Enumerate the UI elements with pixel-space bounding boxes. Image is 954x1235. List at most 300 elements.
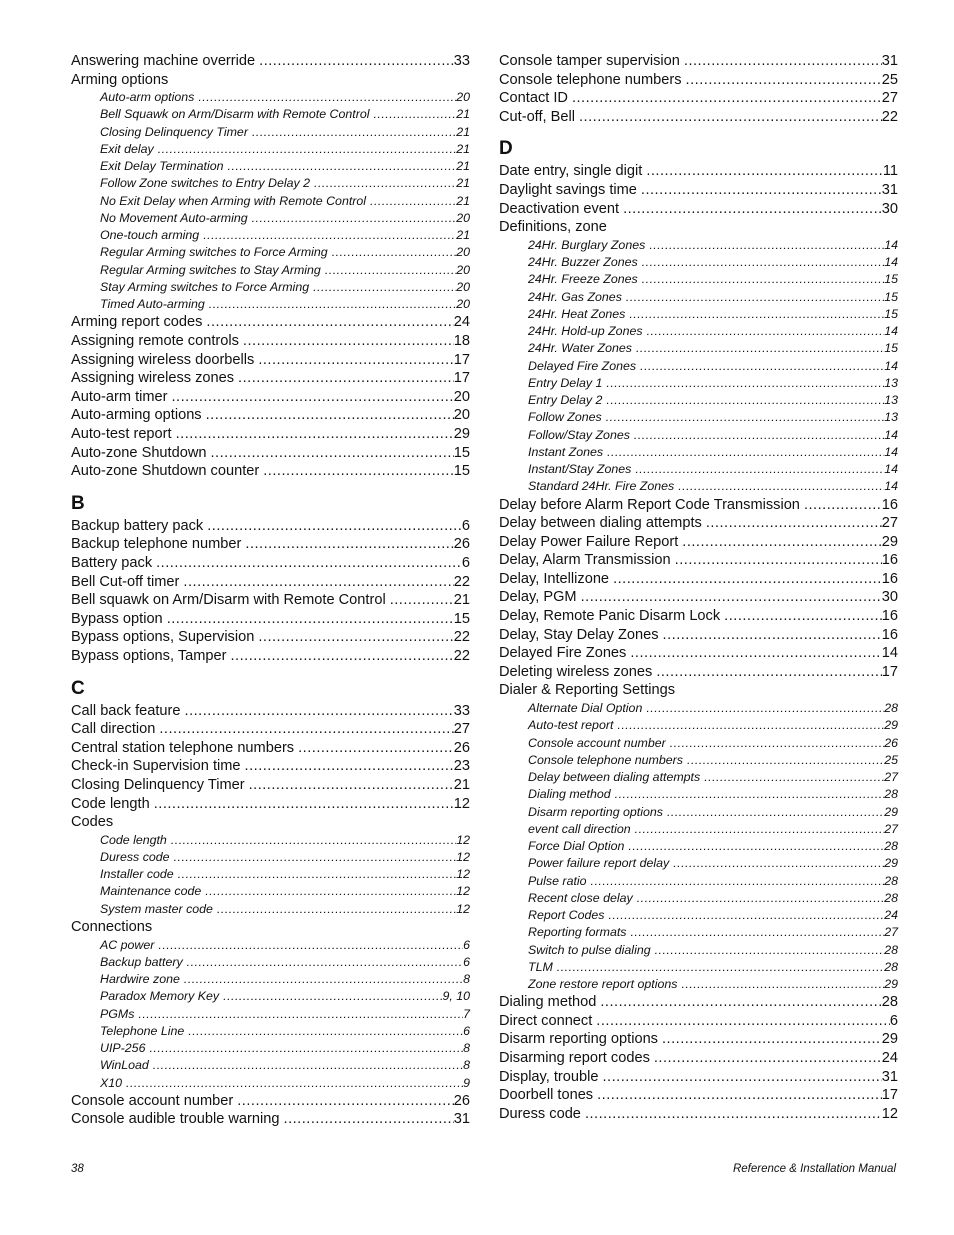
index-page-number: 20 [456, 245, 470, 260]
index-subentry [71, 175, 470, 192]
index-entry-label: Connections [71, 918, 153, 935]
index-entry-label: Check-in Supervision time [71, 758, 241, 775]
index-entry [499, 1030, 898, 1049]
dot-leader [557, 959, 884, 976]
index-entry [499, 681, 898, 700]
index-subentry [499, 873, 898, 890]
index-entry-label: Recent close delay [528, 890, 633, 905]
index-page-number: 31 [453, 1111, 470, 1128]
index-page-number: 28 [884, 787, 898, 802]
index-subentry [499, 752, 898, 769]
index-page-number: 31 [881, 53, 898, 69]
index-page-number: 15 [884, 341, 898, 356]
index-subentry [71, 832, 470, 849]
index-entry [499, 607, 898, 626]
index-page-number: 24 [881, 1050, 898, 1067]
index-page-number: 29 [884, 804, 898, 819]
index-entry-label: No Movement Auto-arming [100, 210, 248, 225]
index-entry-label: Disarming report codes [499, 1050, 650, 1067]
index-entry-label: Reporting formats [528, 925, 627, 940]
index-page-number: 14 [884, 237, 898, 252]
index-page-number: 21 [456, 193, 470, 208]
index-entry-label: Duress code [499, 1105, 581, 1122]
index-page-number: 26 [453, 536, 470, 553]
dot-leader [126, 1075, 463, 1092]
index-entry-label: Delay, Alarm Transmission [499, 552, 671, 569]
dot-leader [606, 392, 884, 409]
index-page-number: 12 [456, 901, 470, 916]
index-entry-label: Delay, Stay Delay Zones [499, 626, 659, 643]
index-entry-label: Delay, PGM [499, 589, 577, 606]
dot-leader [617, 717, 884, 734]
index-page-number: 16 [881, 626, 898, 643]
dot-leader [613, 570, 882, 589]
dot-leader [628, 838, 884, 855]
index-page-number: 21 [456, 124, 470, 139]
index-page-number: 29 [884, 856, 898, 871]
index-subentry [71, 1057, 470, 1074]
index-subentry [71, 244, 470, 261]
index-entry-label: Delay, Remote Panic Disarm Lock [499, 608, 721, 625]
dot-leader [597, 1086, 882, 1105]
dot-leader [263, 462, 454, 481]
index-entry-label: 24Hr. Freeze Zones [528, 272, 638, 287]
index-page-number: 33 [453, 702, 470, 719]
index-entry [71, 425, 470, 444]
dot-leader [804, 496, 882, 515]
index-subentry [71, 937, 470, 954]
index-entry-label: Console account number [528, 735, 666, 750]
index-entry-label: Backup telephone number [71, 536, 242, 553]
index-entry-label: Console audible trouble warning [71, 1111, 280, 1128]
dot-leader [249, 776, 454, 795]
dot-leader [600, 993, 881, 1012]
index-page-number: 28 [884, 873, 898, 888]
index-entry [71, 71, 470, 90]
index-entry-label: 24Hr. Gas Zones [528, 289, 622, 304]
index-subentry [499, 444, 898, 461]
index-page-number: 16 [881, 570, 898, 587]
index-entry-label: Assigning wireless zones [71, 370, 235, 387]
dot-leader [682, 533, 882, 552]
index-entry-label: Bell Cut-off timer [71, 573, 180, 590]
index-entry-label: Call back feature [71, 702, 181, 719]
index-subentry [71, 106, 470, 123]
index-entry [71, 1110, 470, 1129]
dot-leader [314, 175, 456, 192]
dot-leader [642, 271, 884, 288]
index-entry-label: event call direction [528, 821, 631, 836]
index-page-number: 26 [884, 735, 898, 750]
index-page-number: 6 [889, 1012, 898, 1029]
dot-leader [245, 757, 454, 776]
index-page-number: 6 [463, 954, 470, 969]
index-entry-label: Disarm reporting options [528, 804, 663, 819]
index-entry [71, 462, 470, 481]
index-entry [499, 663, 898, 682]
dot-leader [332, 244, 457, 261]
index-page-number: 7 [463, 1006, 470, 1021]
index-page-number: 14 [884, 479, 898, 494]
index-subentry [499, 890, 898, 907]
index-subentry [71, 279, 470, 296]
index-entry [71, 702, 470, 721]
dot-leader [138, 1006, 463, 1023]
index-page-number: 27 [881, 515, 898, 532]
dot-leader [686, 71, 882, 90]
dot-leader [206, 313, 453, 332]
index-section-letter: C [71, 677, 85, 699]
index-page-number: 15 [453, 610, 470, 627]
index-subentry [499, 907, 898, 924]
dot-leader [373, 106, 456, 123]
index-page-number: 21 [453, 592, 470, 609]
index-subentry [499, 804, 898, 821]
dot-leader [158, 141, 456, 158]
index-entry-label: Regular Arming switches to Stay Arming [100, 262, 321, 277]
index-entry-label: Auto-arm timer [71, 388, 168, 405]
index-subentry [71, 901, 470, 918]
dot-leader [298, 739, 454, 758]
dot-leader [596, 1012, 890, 1031]
index-entry-label: Contact ID [499, 90, 568, 107]
index-subentry [499, 769, 898, 786]
index-page-number: 6 [463, 937, 470, 952]
index-column-right [499, 52, 898, 1123]
dot-leader [284, 1110, 454, 1129]
index-page-number: 21 [456, 159, 470, 174]
index-page-number: 17 [881, 663, 898, 680]
index-entry-label: Regular Arming switches to Force Arming [100, 245, 328, 260]
index-subentry [499, 700, 898, 717]
dot-leader [635, 461, 884, 478]
index-entry-label: Assigning remote controls [71, 333, 239, 350]
index-page-number: 13 [884, 393, 898, 407]
index-entry [499, 181, 898, 200]
index-page-number: 14 [884, 444, 898, 459]
index-entry-label: Closing Delinquency Timer [100, 124, 248, 139]
index-entry [71, 535, 470, 554]
dot-leader [206, 406, 454, 425]
dot-leader [591, 873, 885, 890]
dot-leader [209, 296, 456, 313]
index-entry-label: No Exit Delay when Arming with Remote Control [100, 193, 367, 208]
index-subentry [499, 306, 898, 323]
index-page-number: 17 [453, 351, 470, 368]
index-page-number: 15 [884, 306, 898, 321]
dot-leader [724, 607, 882, 626]
dot-leader [706, 514, 882, 533]
dot-leader [156, 554, 462, 573]
index-entry-label: PGMs [100, 1006, 135, 1021]
index-entry [499, 162, 898, 181]
dot-leader [178, 866, 457, 883]
index-page-number: 28 [884, 839, 898, 854]
index-entry [71, 739, 470, 758]
dot-leader [623, 200, 882, 219]
index-subentry [71, 866, 470, 883]
index-entry-label: Auto-zone Shutdown counter [71, 463, 260, 480]
dot-leader [585, 1105, 882, 1124]
index-subentry [499, 254, 898, 271]
dot-leader [646, 162, 883, 181]
dot-leader [187, 954, 463, 971]
index-entry-label: Bell Squawk on Arm/Disarm with Remote Control [100, 107, 370, 122]
index-page-number: 29 [881, 533, 898, 550]
dot-leader [172, 388, 454, 407]
index-entry-label: Delay between dialing attempts [499, 515, 702, 532]
index-page-number: 21 [456, 107, 470, 122]
index-entry-label: Console telephone numbers [499, 71, 682, 88]
index-page-number: 12 [456, 867, 470, 882]
index-entry [499, 1086, 898, 1105]
index-page-number: 6 [461, 517, 470, 534]
dot-leader [198, 89, 456, 106]
dot-leader [203, 227, 456, 244]
index-entry [499, 588, 898, 607]
dot-leader [171, 832, 456, 849]
dot-leader [630, 644, 881, 663]
index-subentry [499, 821, 898, 838]
index-subentry [71, 954, 470, 971]
dot-leader [370, 193, 456, 210]
dot-leader [153, 1057, 463, 1074]
index-entry-label: Code length [100, 832, 167, 847]
index-page-number: 29 [884, 977, 898, 992]
index-entry-label: Closing Delinquency Timer [71, 776, 245, 793]
index-entry-label: Entry Delay 2 [528, 393, 603, 407]
index-subentry [71, 89, 470, 106]
dot-leader [675, 551, 882, 570]
index-entry-label: Central station telephone numbers [71, 739, 295, 756]
index-page-number: 14 [881, 645, 898, 662]
index-page-number: 25 [884, 752, 898, 767]
dot-leader [183, 573, 453, 592]
index-section-letter: B [71, 492, 85, 514]
index-subentry [71, 262, 470, 279]
index-page-number: 27 [884, 821, 898, 836]
dot-leader [230, 647, 453, 666]
dot-leader [640, 358, 884, 375]
index-page-number: 20 [456, 279, 470, 294]
index-entry-label: Auto-test report [71, 426, 172, 442]
index-entry [71, 647, 470, 666]
dot-leader [252, 210, 457, 227]
dot-leader [228, 158, 457, 175]
index-page-number: 22 [453, 647, 470, 664]
index-entry-label: Arming options [71, 71, 169, 88]
index-entry [71, 52, 470, 71]
dot-leader [606, 375, 884, 392]
index-page-number: 14 [884, 324, 898, 338]
index-entry-label: System master code [100, 901, 213, 916]
index-page-number: 24 [884, 908, 898, 923]
index-entry [71, 918, 470, 937]
index-page-number: 21 [456, 228, 470, 243]
index-page-number: 14 [884, 427, 898, 442]
index-entry [71, 351, 470, 370]
index-page-number: 6 [461, 554, 470, 571]
index-page-number: 9, 10 [442, 989, 470, 1004]
index-subentry [71, 1075, 470, 1092]
index-entry [499, 1049, 898, 1068]
index-entry-label: Auto-zone Shutdown [71, 444, 207, 461]
index-page-number: 12 [456, 884, 470, 899]
index-entry-label: Pulse ratio [528, 873, 587, 888]
index-page-number: 22 [881, 108, 898, 125]
index-entry-label: Auto-arming options [71, 407, 202, 424]
index-page-number: 24 [453, 314, 470, 331]
index-entry-label: AC power [100, 937, 155, 952]
index-entry [499, 644, 898, 663]
index-page-number: 6 [463, 1023, 470, 1038]
index-entry-label: Console telephone numbers [528, 752, 683, 767]
dot-leader [608, 907, 884, 924]
index-page-number: 26 [453, 739, 470, 756]
index-entry-label: Delay before Alarm Report Code Transmission [499, 496, 800, 513]
index-entry-label: Dialing method [499, 994, 597, 1011]
index-entry-label: Bypass option [71, 610, 163, 627]
dot-leader [259, 52, 454, 71]
dot-leader [607, 444, 884, 461]
index-entry-label: Delay Power Failure Report [499, 533, 679, 550]
dot-leader [641, 181, 882, 200]
index-entry-label: Codes [71, 814, 114, 831]
dot-leader [704, 769, 884, 786]
dot-leader [258, 628, 453, 647]
index-entry-label: TLM [528, 959, 553, 974]
index-entry-label: 24Hr. Burglary Zones [528, 237, 646, 252]
index-entry-label: Dialer & Reporting Settings [499, 682, 676, 699]
index-entry [71, 610, 470, 629]
index-subentry [499, 461, 898, 478]
index-entry-label: Bypass options, Tamper [71, 647, 227, 664]
index-page-number: 16 [881, 496, 898, 513]
index-entry-label: One-touch arming [100, 228, 200, 243]
index-page-number: 8 [463, 972, 470, 987]
index-entry-label: Arming report codes [71, 314, 203, 331]
dot-leader [245, 535, 453, 554]
index-entry-label: Direct connect [499, 1012, 593, 1029]
dot-leader [149, 1040, 463, 1057]
index-entry-label: Auto-test report [528, 718, 614, 733]
index-entry [499, 570, 898, 589]
index-entry-label: Delayed Fire Zones [528, 358, 637, 373]
dot-leader [243, 332, 454, 351]
index-entry-label: Disarm reporting options [499, 1031, 658, 1048]
index-subentry [499, 271, 898, 288]
dot-leader [159, 720, 453, 739]
index-page-number: 20 [456, 297, 470, 312]
index-entry-label: Hardwire zone [100, 972, 180, 987]
index-subentry [71, 1040, 470, 1057]
index-entry-label: Switch to pulse dialing [528, 942, 651, 957]
index-page-number: 11 [882, 163, 898, 180]
index-entry-label: Daylight savings time [499, 181, 637, 198]
index-page-number: 28 [884, 959, 898, 974]
index-subentry [499, 942, 898, 959]
index-page-number: 26 [453, 1092, 470, 1109]
dot-leader [184, 971, 463, 988]
index-subentry [71, 883, 470, 900]
index-entry-label: Answering machine override [71, 53, 256, 69]
index-page-number: 21 [453, 776, 470, 793]
index-entry-label: Report Codes [528, 908, 605, 923]
dot-leader [252, 124, 456, 141]
dot-leader [390, 591, 454, 610]
index-entry-label: Telephone Line [100, 1023, 185, 1038]
dot-leader [603, 1068, 882, 1087]
index-page-number: 31 [881, 1068, 898, 1085]
index-column-left [71, 52, 470, 1129]
index-subentry [71, 124, 470, 141]
dot-leader [205, 883, 456, 900]
dot-leader [325, 262, 456, 279]
index-entry-label: Doorbell tones [499, 1087, 594, 1104]
index-subentry [71, 296, 470, 313]
index-entry-label: 24Hr. Water Zones [528, 341, 632, 356]
index-entry-label: Display, trouble [499, 1068, 599, 1085]
index-subentry [499, 427, 898, 444]
index-subentry [71, 227, 470, 244]
index-subentry [71, 971, 470, 988]
dot-leader [258, 351, 453, 370]
index-entry-label: Deleting wireless zones [499, 663, 653, 680]
index-entry [71, 628, 470, 647]
index-entry-label: Follow Zones [528, 410, 602, 425]
index-entry-label: X10 [100, 1075, 123, 1090]
index-entry [499, 993, 898, 1012]
dot-leader [217, 901, 456, 918]
index-page-number: 12 [881, 1105, 898, 1122]
index-page-number: 16 [881, 608, 898, 625]
index-entry-label: Instant/Stay Zones [528, 462, 632, 476]
dot-leader [313, 279, 456, 296]
dot-leader [188, 1023, 463, 1040]
index-entry [71, 332, 470, 351]
index-page-number: 8 [463, 1041, 470, 1056]
index-subentry [499, 289, 898, 306]
index-subentry [499, 735, 898, 752]
index-subentry [499, 478, 898, 495]
index-subentry [499, 237, 898, 254]
index-page-number: 12 [456, 832, 470, 847]
index-entry [499, 218, 898, 237]
dot-leader [238, 369, 454, 388]
index-entry [71, 369, 470, 388]
dot-leader [647, 323, 885, 340]
index-entry-label: 24Hr. Heat Zones [528, 306, 626, 321]
index-subentry [499, 976, 898, 993]
dot-leader [656, 663, 881, 682]
index-entry [71, 720, 470, 739]
dot-leader [670, 735, 884, 752]
index-page-number: 33 [453, 53, 470, 69]
index-page-number: 20 [456, 210, 470, 225]
index-entry-label: Duress code [100, 849, 170, 864]
dot-leader [663, 626, 882, 645]
index-subentry [499, 924, 898, 941]
index-entry-label: Installer code [100, 867, 174, 882]
index-entry-label: Assigning wireless doorbells [71, 351, 255, 368]
dot-leader [634, 427, 884, 444]
footer-page-number: 38 [71, 1163, 84, 1175]
index-entry-label: Delay between dialing attempts [528, 770, 701, 785]
index-page-number: 27 [884, 770, 898, 785]
index-subentry [499, 786, 898, 803]
dot-leader [572, 89, 882, 108]
index-subentry [71, 158, 470, 175]
